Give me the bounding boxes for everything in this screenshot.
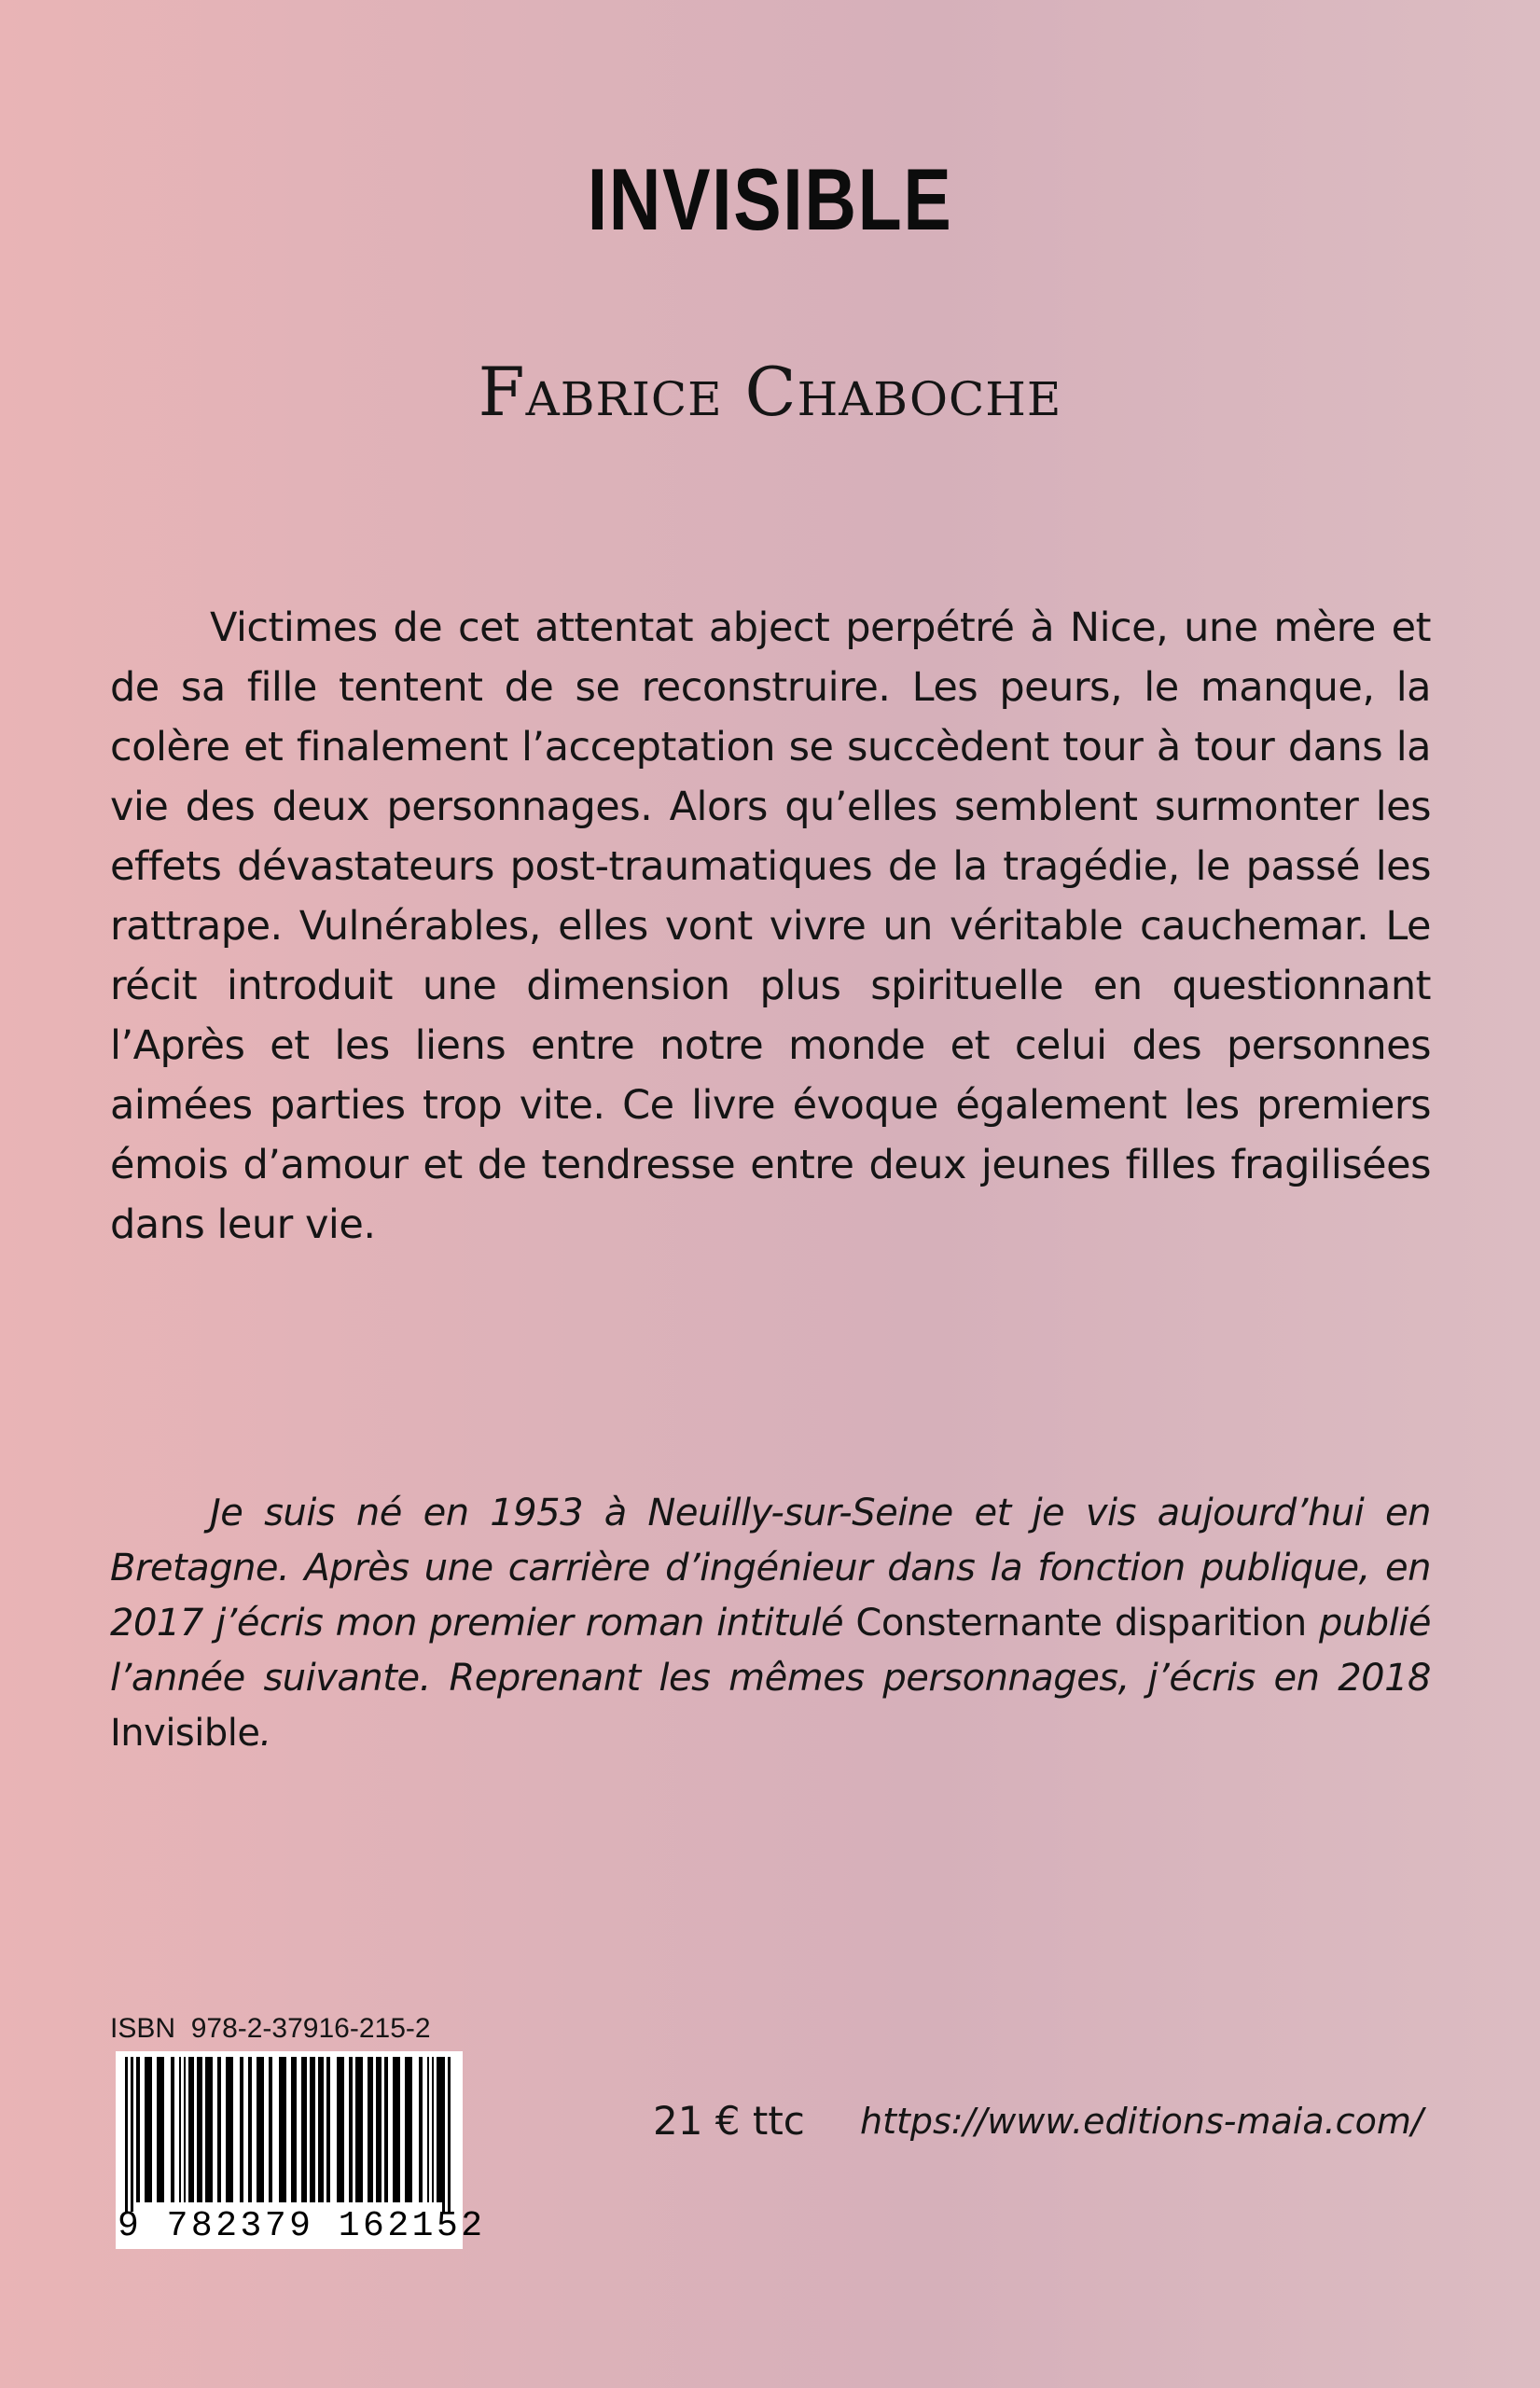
isbn-line (110, 2013, 431, 2045)
barcode-bar (310, 2057, 315, 2202)
isbn-number: 978-2-37916-215-2 (190, 2013, 431, 2044)
author-bio (110, 1486, 1431, 1761)
bio-text-1: Je suis né en 1953 à Neuilly-sur-Seine et je vis aujourd’hui en Bretagne. Après une carrière d’ingénieur dans la fonction publique, en 2017 j’écris mon premier roman intitulé (110, 1492, 1431, 1645)
barcode-bar (337, 2057, 344, 2202)
barcode-bar (226, 2057, 233, 2202)
barcode-bar (376, 2057, 382, 2202)
barcode-bar (257, 2057, 264, 2202)
barcode-bar (437, 2057, 442, 2202)
bio-first-novel-title: Consternante disparition (855, 1602, 1307, 1645)
barcode-bar (279, 2057, 286, 2202)
barcode-bar (326, 2057, 330, 2202)
barcode-bar (136, 2057, 140, 2202)
barcode-digits: 9 782379 162152 (118, 2206, 486, 2246)
bio-end: . (259, 1712, 271, 1755)
barcode-bar (197, 2057, 202, 2202)
barcode-bar (131, 2057, 133, 2212)
isbn-label: ISBN (110, 2013, 176, 2044)
barcode-bar (188, 2057, 194, 2202)
barcode-bar (442, 2057, 445, 2212)
barcode-bar (405, 2057, 412, 2202)
barcode-bar (419, 2057, 423, 2202)
barcode-bar (125, 2057, 128, 2212)
bio-text-2: publié l’année suivante. Reprenant les mêmes personnages, j’écris en 2018 (110, 1602, 1431, 1700)
barcode-bar (432, 2057, 434, 2202)
publisher-website: https://www.editions-maia.com/ (860, 2101, 1423, 2142)
author-name: Fabrice Chaboche (478, 353, 1062, 431)
barcode-bar (205, 2057, 213, 2202)
barcode-bar (269, 2057, 272, 2202)
barcode-bar (157, 2057, 164, 2202)
barcode-bar (184, 2057, 186, 2202)
barcode-bar (248, 2057, 252, 2202)
synopsis-paragraph: Victimes de cet attentat abject perpétré à Nice, une mère et de sa fille tentent de se reconstruire. Les peurs, le manque, la colère et finalement l’acceptation se succèdent tour à tour dans la vie des deux personnages. Alors qu’elles semblent surmonter les effets dévastateurs post-traumatiques de la tragédie, le passé les rattrape. Vulnérables, elles vont vivre un véritable cauchemar. Le récit introduit une dimension plus spirituelle en questionnant l’Après et les liens entre notre monde et celui des personnes aimées parties trop vite. Ce livre évoque également les premiers émois d’amour et de tendresse entre deux jeunes filles fragilisées dans leur vie. (110, 604, 1431, 1248)
barcode-bar (349, 2057, 353, 2202)
barcode-bar (217, 2057, 221, 2202)
barcode-bar (384, 2057, 388, 2202)
barcode-bar (318, 2057, 324, 2202)
book-title: INVISIBLE (587, 150, 953, 248)
price: 21 € ttc (653, 2098, 805, 2144)
barcode-bar (171, 2057, 174, 2202)
barcode-bar (240, 2057, 243, 2202)
barcode-bar (291, 2057, 297, 2202)
bio-book-title: Invisible (110, 1712, 260, 1755)
barcode-bar (145, 2057, 152, 2202)
barcode (116, 2051, 486, 2249)
barcode-bar (393, 2057, 400, 2202)
barcode-bar (368, 2057, 373, 2202)
barcode-bar (355, 2057, 363, 2202)
barcode-bar (427, 2057, 429, 2202)
barcode-bar (448, 2057, 451, 2212)
barcode-bar (179, 2057, 181, 2202)
barcode-bar (301, 2057, 307, 2202)
